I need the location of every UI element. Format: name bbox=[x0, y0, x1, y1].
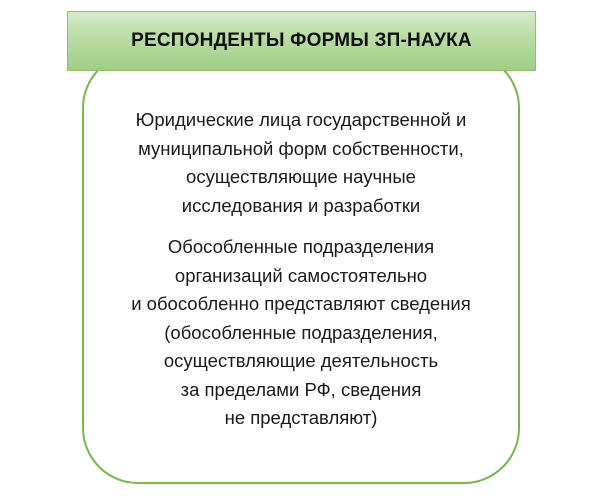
text-line: не представляют) bbox=[224, 407, 378, 428]
text-line: муниципальной форм собственности, bbox=[138, 137, 464, 159]
text-line: осуществляющие научные bbox=[186, 166, 416, 187]
text-line: Юридические лица государственной и bbox=[135, 109, 467, 130]
header-box bbox=[67, 11, 536, 71]
header-title: РЕСПОНДЕНТЫ ФОРМЫ ЗП-НАУКА bbox=[131, 30, 472, 51]
text-line: осуществляющие деятельность bbox=[163, 350, 439, 371]
text-line: и обособленно представляют сведения bbox=[131, 293, 471, 314]
text-line: Обособленные подразделения bbox=[167, 236, 435, 257]
text-line: (обособленные подразделения, bbox=[164, 321, 438, 343]
text-line: за пределами РФ, сведения bbox=[180, 378, 422, 400]
text-line: организаций самостоятельно bbox=[174, 264, 428, 286]
text-line: исследования и разработки bbox=[181, 194, 421, 216]
paragraph-legal-entities bbox=[84, 106, 518, 220]
paragraph-separate-divisions bbox=[84, 233, 518, 433]
